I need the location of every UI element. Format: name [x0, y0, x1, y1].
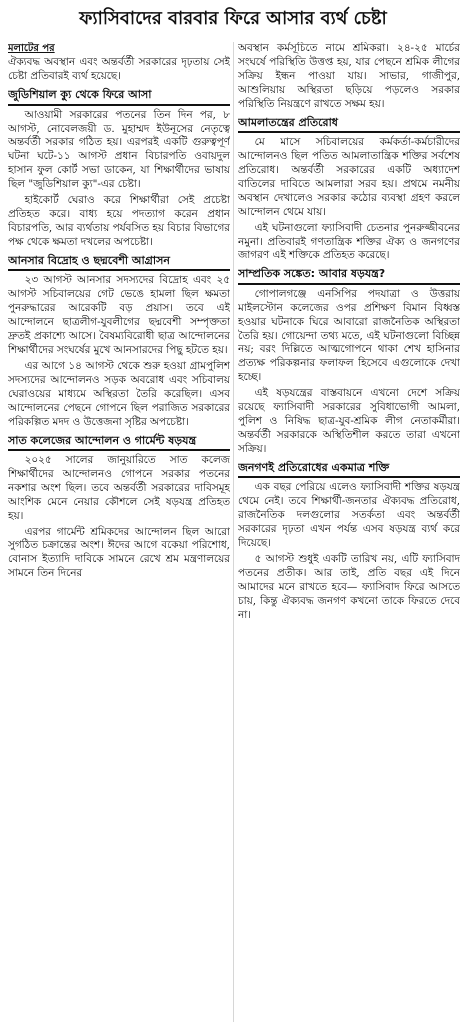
- subheading-people-power: জনগণই প্রতিরোধের একমাত্র শক্তি: [238, 461, 460, 478]
- paragraph: এই ঘটনাগুলো ফ্যাসিবাদী চেতনার পুনরুজ্জীবনের নমুনা। প্রতিবারই গণতান্ত্রিক শক্তির ঐক্য ও জনগণের জাগরণ এই শক্তিকে প্রতিহত করেছে।: [238, 221, 460, 262]
- subheading-bureaucracy: আমলাতন্ত্রের প্রতিরোধ: [238, 116, 460, 133]
- paragraph: এই ষড়যন্ত্রের বাস্তবায়নে এখনো দেশে সক্রিয় রয়েছে ফ্যাসিবাদী সরকারের সুবিধাভোগী আমলা, পুলিশ ও নিষিদ্ধ ছাত্র-যুব-শ্রমিক লীগ নেতাকর্মীরা। অন্তর্বর্তী সরকারকে অস্থিতিশীল করতে তারা এখনো সক্রিয়।: [238, 387, 460, 456]
- subheading-seven-colleges: সাত কলেজের আন্দোলন ও গার্মেন্ট ষড়যন্ত্র: [8, 434, 230, 451]
- paragraph: অবস্থান কর্মসূচিতে নামে শ্রমিকরা। ২৪-২৫ মার্চের সংঘর্ষে পরিস্থিতি উত্তপ্ত হয়, যার পেছনে শ্রমিক লীগের সক্রিয় ইন্ধন পাওয়া যায়। সাভার, গাজীপুর, আশুলিয়ায় অস্থিরতা ছড়িয়ে পড়লেও সরকার পরিস্থিতি নিয়ন্ত্রণে রাখতে সক্ষম হয়।: [238, 42, 460, 110]
- headline: ফ্যাসিবাদের বারবার ফিরে আসার ব্যর্থ চেষ্টা: [79, 8, 387, 29]
- column-divider: [233, 42, 234, 1022]
- paragraph: ২০২৫ সালের জানুয়ারিতে সাত কলেজ শিক্ষার্থীদের আন্দোলনও গোপনে সরকার পতনের নকশার অংশ ছিল। তবে অন্তর্বর্তী সরকারের দাবিসমূহ আংশিক মেনে নেয়ার কৌশলে সেই ষড়যন্ত্র প্রতিহত হয়।: [8, 453, 230, 522]
- kicker-label: মলাটের পর: [8, 43, 55, 54]
- subheading-recent-signals: সাম্প্রতিক সঙ্কেত: আবার ষড়যন্ত্র?: [238, 267, 460, 284]
- intro-paragraph: ঐক্যবদ্ধ অবস্থান এবং অন্তর্বর্তী সরকারের দৃঢ়তায় সেই চেষ্টা প্রতিবারই ব্যর্থ হয়েছে।: [8, 56, 230, 83]
- paragraph: এর আগে ১৪ আগস্ট থেকে শুরু হওয়া গ্রামপুলিশ সদস্যদের আন্দোলনও সড়ক অবরোধ এবং সচিবালয় ঘেরাওয়ের মাধ্যমে অস্থিরতা তৈরি করেছিল। এসব আন্দোলনের পেছনে গোপনে ছিল পরাজিত সরকারের পরিকল্পিত মদদ ও উত্তেজনা সৃষ্টির অপচেষ্টা।: [8, 359, 230, 428]
- paragraph: গোপালগঞ্জে এনসিপির পদযাত্রা ও উত্তরায় মাইলস্টোন কলেজের ওপর প্রশিক্ষণ বিমান বিধ্বস্ত হওয়ার ঘটনাকে ঘিরে আবারো রাজনৈতিক অস্থিরতা তৈরি হয়। গোয়েন্দা তথ্য মতে, এই ঘটনাগুলো বিচ্ছিন্ন নয়; বরং দিল্লিতে আত্মগোপনে থাকা শেখ হাসিনার প্রত্যক্ষ পরিকল্পনার ফলাফল হিসেবে এগুলোকে দেখা হচ্ছে।: [238, 287, 460, 384]
- paragraph: মে মাসে সচিবালয়ের কর্মকর্তা-কর্মচারীদের আন্দোলনও ছিল পতিত আমলাতান্ত্রিক শক্তির সর্বশেষ প্রতিরোধ। অন্তর্বর্তী সরকারের একটি অধ্যাদেশ বাতিলের দাবিতে আমলারা সরব হয়। প্রথমে নমনীয় অবস্থান দেখালেও সরকার কঠোর ব্যবস্থা গ্রহণ করলে আন্দোলন থেমে যায়।: [238, 135, 460, 218]
- subheading-judicial-coup: জুডিশিয়াল ক্যু থেকে ফিরে আসা: [8, 88, 230, 105]
- paragraph: ২৩ আগস্ট আনসার সদস্যদের বিদ্রোহ এবং ২৫ আগস্ট সচিবালয়ের গেট ভেঙে হামলা ছিল ক্ষমতা পুনরুদ্ধারের আরেকটি বড় প্রয়াস। তবে এই আন্দোলনে ছাত্রলীগ-যুবলীগের ছদ্মবেশী সম্পৃক্ততা দ্রুতই প্রকাশ্যে আসে। বৈষম্যবিরোধী ছাত্র আন্দোলনের শিক্ষার্থীদের সংঘর্ষের মুখে আনসারদের পিছু হটতে হয়।: [8, 274, 230, 356]
- paragraph: এক বছর পেরিয়ে এলেও ফ্যাসিবাদী শক্তির ষড়যন্ত্র থেমে নেই। তবে শিক্ষার্থী-জনতার ঐক্যবদ্ধ প্রতিরোধ, রাজনৈতিক দলগুলোর সতর্কতা এবং অন্তর্বর্তী সরকারের দৃঢ়তা এখন পর্যন্ত এসব ষড়যন্ত্র ব্যর্থ করে দিয়েছে।: [238, 481, 460, 550]
- subheading-ansar-revolt: আনসার বিদ্রোহ ও ছদ্মবেশী আগ্রাসন: [8, 254, 230, 271]
- paragraph: এরপর গার্মেন্ট শ্রমিকদের আন্দোলন ছিল আরো সুগঠিত চক্রান্তের অংশ। ঈদের আগে বকেয়া পরিশোধ, বোনাস ইত্যাদি দাবিকে সামনে রেখে শ্রম মন্ত্রণালয়ের সামনে তিন দিনের: [8, 525, 230, 580]
- paragraph: ৫ আগস্ট শুধুই একটি তারিখ নয়, এটি ফ্যাসিবাদ পতনের প্রতীক। আর তাই, প্রতি বছর এই দিনে আমাদের মনে রাখতে হবে— ফ্যাসিবাদ ফিরে আসতে চায়, কিন্তু ঐক্যবদ্ধ জনগণ কখনো তাকে ফিরতে দেবে না।: [238, 552, 460, 621]
- left-column: [8, 42, 230, 1027]
- right-column: [238, 42, 460, 1027]
- paragraph: হাইকোর্ট ঘেরাও করে শিক্ষার্থীরা সেই প্রচেষ্টা প্রতিহত করে। বাধ্য হয়ে পদত্যাগ করেন প্রধান বিচারপতি, আর ব্যর্থতায় পর্যবসিত হয় বিচার বিভাগের পক্ষ থেকে ক্ষমতা দখলের অপচেষ্টা।: [8, 194, 230, 248]
- paragraph: আওয়ামী সরকারের পতনের তিন দিন পর, ৮ আগস্ট, নোবেলজয়ী ড. মুহাম্মদ ইউনূসের নেতৃত্বে অন্তর্বর্তী সরকার গঠিত হয়। এরপরই একটি গুরুত্বপূর্ণ ঘটনা ঘটে-১১ আগস্ট প্রধান বিচারপতি ওবায়দুল হাসান ফুল কোর্ট সভা ডাকেন, যা শিক্ষার্থীদের ভাষায় ছিল "জুডিশিয়াল ক্যু"-এর চেষ্টা।: [8, 108, 230, 191]
